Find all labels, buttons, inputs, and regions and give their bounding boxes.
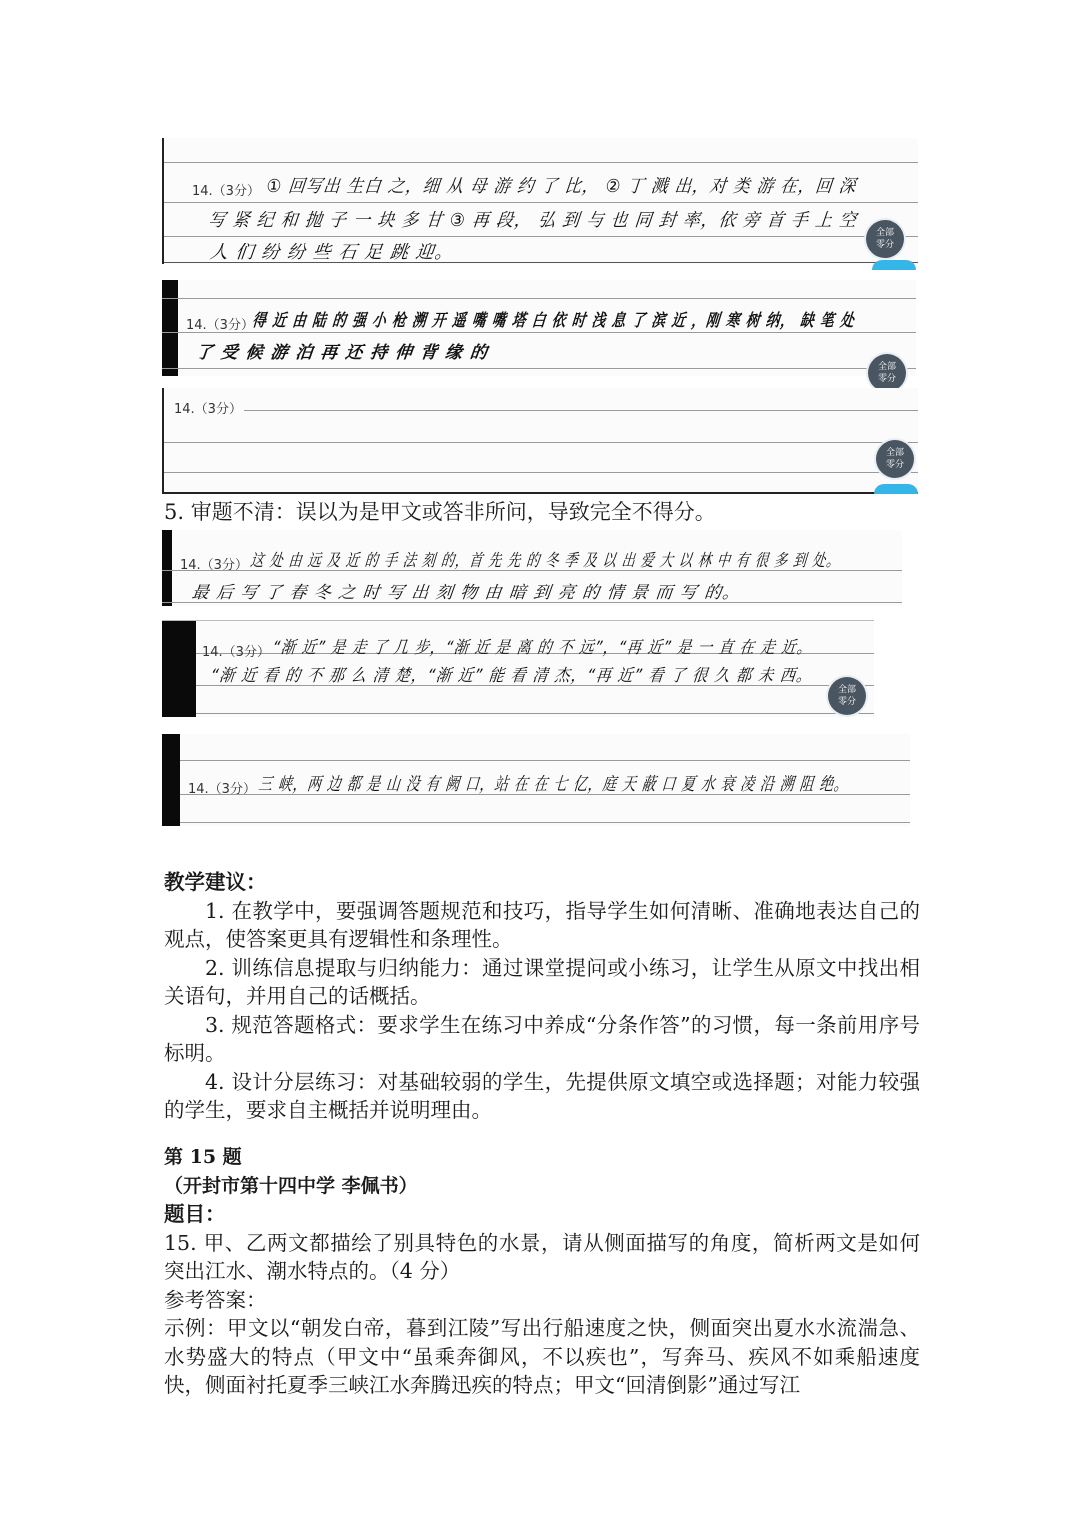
zero-score-badge: 全部 零分 (876, 440, 914, 478)
suggestion-item: 1. 在教学中，要强调答题规范和技巧，指导学生如何清晰、准确地表达自己的观点，使答案更具有逻辑性和条理性。 (164, 898, 920, 951)
badge-edge-decoration (874, 484, 918, 494)
question-number-label: 14.（3分） (180, 558, 248, 573)
error-point-5: 5. 审题不清：误以为是甲文或答非所问，导致完全不得分。 (164, 500, 716, 524)
question-number-label: 14.（3分） (186, 318, 254, 333)
answer-heading: 参考答案： (164, 1287, 267, 1312)
handwritten-answer-line: 这 处 由 远 及 近 的 手 法 刻 的，首 先 先 的 冬 季 及 以 出 爱 大 以 林 中 有 很 多 到 处。 (249, 551, 842, 571)
answer-sheet-scan-3 (162, 388, 918, 494)
question-number-label: 14.（3分） (174, 402, 242, 417)
suggestion-item: 2. 训练信息提取与归纳能力：通过课堂提问或小练习，让学生从原文中找出相关语句，并用自己的话概括。 (164, 955, 920, 1008)
question-number-label: 14.（3分） (188, 782, 256, 797)
zero-score-badge: 全部 零分 (868, 354, 906, 392)
handwritten-answer-line: “渐 近 看 的 不 那 么 清 楚，“渐 近” 能 看 清 杰，“再 近” 看 了 很 久 都 未 西。 (209, 666, 814, 686)
question-number-label: 14.（3分） (192, 184, 260, 199)
badge-edge-decoration (872, 260, 916, 270)
answer-text: 示例：甲文以“朝发白帝，暮到江陵”写出行船速度之快，侧面突出夏水水流湍急、水势盛大的特点（甲文中“虽乘奔御风，不以疾也”，写奔马、疾风不如乘船速度快，侧面衬托夏季三峡江水奔腾迅疾的特点；甲文“回清倒影”通过写江 (164, 1316, 920, 1397)
handwritten-answer-line: “渐 近” 是 走 了 几 步，“渐 近 是 离 的 不 远”，“再 近” 是 一 直 在 走 近。 (271, 638, 814, 658)
answer-sheet-scan-2 (162, 280, 916, 384)
handwritten-answer-line: 了 受 候 游 泊 再 还 持 伸 背 缘 的 (194, 343, 489, 363)
answer-sheet-scan-5 (162, 620, 874, 717)
answer-sheet-scan-4 (162, 530, 902, 606)
answer-sheet-scan-6 (162, 734, 910, 826)
suggestion-item: 3. 规范答题格式：要求学生在练习中养成“分条作答”的习惯，每一条前用序号标明。 (164, 1012, 920, 1065)
question-number-label: 14.（3分） (202, 645, 270, 660)
handwritten-answer-line: 人 们 纷 纷 些 石 足 跳 迎。 (208, 242, 455, 263)
handwritten-answer-line: ① 回写出 生白 之，细 从 母 游 约 了 比， ② 丁 溅 出，对 类 游 在，回 深 (265, 176, 858, 197)
suggestions-heading: 教学建议： (164, 870, 267, 894)
question-15-section (164, 1143, 920, 1400)
topic-heading: 题目： (164, 1202, 226, 1226)
zero-score-badge: 全部 零分 (866, 220, 904, 258)
zero-score-badge: 全部 零分 (828, 677, 866, 715)
suggestion-item: 4. 设计分层练习：对基础较弱的学生，先提供原文填空或选择题；对能力较强的学生，要求自主概括并说明理由。 (164, 1069, 920, 1122)
teaching-suggestions (164, 868, 920, 1125)
handwritten-answer-line: 写 紧 纪 和 抛 子 一 块 多 甘 ③ 再 段， 弘 到 与 也 同 封 率，依 旁 首 手 上 空 (207, 210, 859, 231)
question-text: 15. 甲、乙两文都描绘了别具特色的水景，请从侧面描写的角度，简析两文是如何突出江水、潮水特点的。（4 分） (164, 1230, 920, 1283)
handwritten-answer-line: 得 近 由 陆 的 强 小 枪 溯 开 遥 嘴 嘴 塔 白 依 时 浅 息 了 滨 近 ，刚 寒 树 纳， 缺 笔 处 (251, 311, 856, 331)
answer-sheet-scan-1 (162, 138, 918, 264)
section-title: 第 15 题 (164, 1146, 242, 1168)
section-author: （开封市第十四中学 李佩书） (164, 1174, 418, 1197)
handwritten-answer-line: 最 后 写 了 春 冬 之 时 写 出 刻 物 由 暗 到 亮 的 情 景 而 写 的。 (190, 583, 742, 603)
handwritten-answer-line: 三 峡，两 边 都 是 山 没 有 阙 口，站 在 在 七 亿，庭 天 蔽 口 夏 水 衰 凌 沿 溯 阻 绝。 (257, 774, 850, 795)
